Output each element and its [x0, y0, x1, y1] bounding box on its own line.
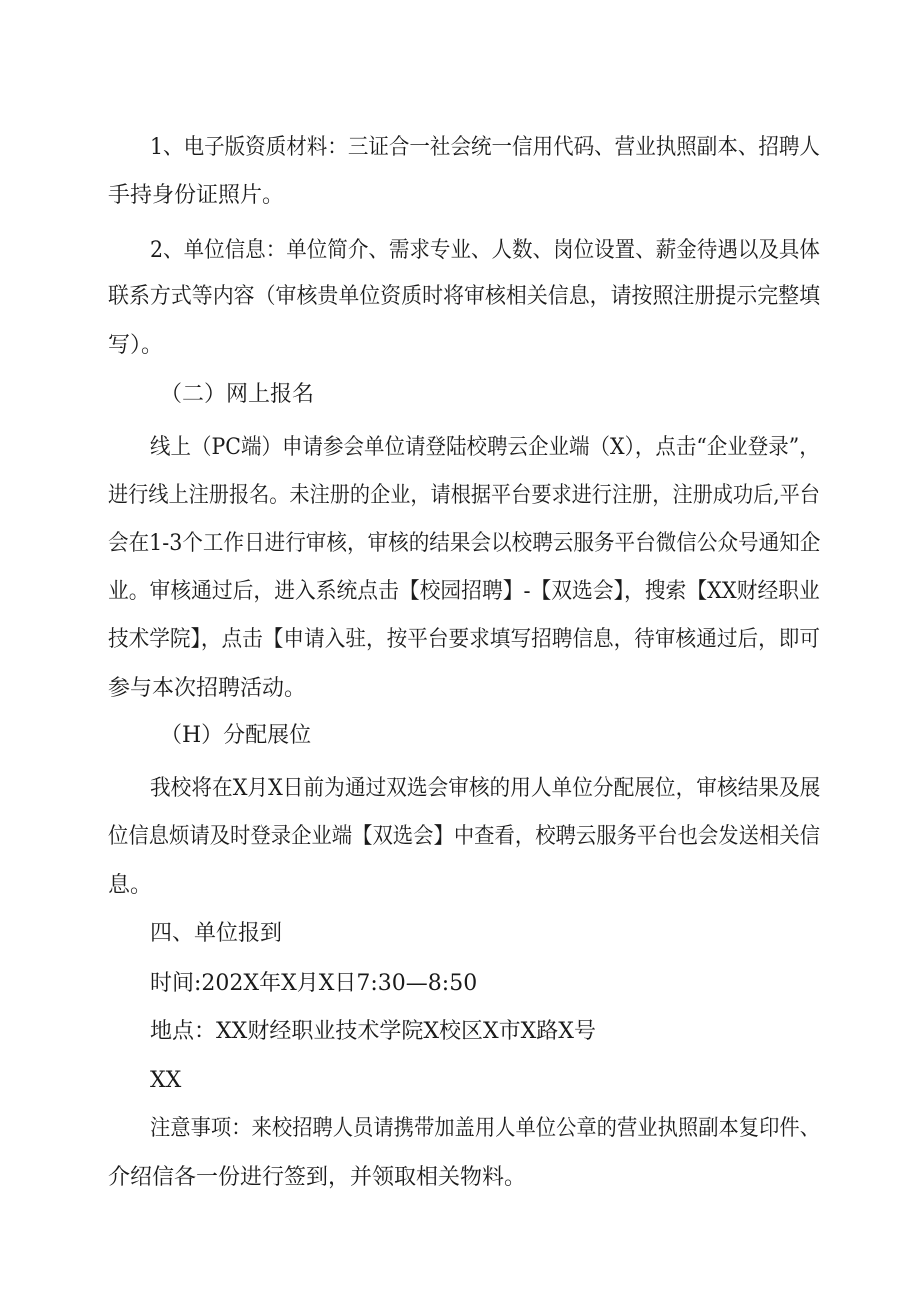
- text-line: 介绍信各一份进行签到，并领取相关物料。: [108, 1165, 527, 1190]
- text-line: 息。: [108, 873, 153, 898]
- text-line: 写）。: [108, 333, 164, 358]
- text-line: XX: [150, 1068, 182, 1093]
- text-line: 时间:202X年X月X日7:30—8:50: [150, 971, 478, 996]
- text-line: 业。审核通过后，进入系统点击【校园招聘】-【双选会】，搜索【XX财经职业: [108, 579, 820, 604]
- text-line: 联系方式等内容（审核贵单位资质时将审核相关信息，请按照注册提示完整填: [108, 284, 821, 309]
- text-line: 我校将在X月X日前为通过双选会审核的用人单位分配展位，审核结果及展: [150, 776, 821, 801]
- heading-text: （二）网上报名: [160, 382, 315, 407]
- text-line: 线上（PC端）申请参会单位请登陆校聘云企业端（X），点击“企业登录”，: [150, 435, 820, 460]
- text-line: 参与本次招聘活动。: [108, 676, 307, 701]
- text-line: 地点：XX财经职业技术学院X校区X市X路X号: [150, 1019, 596, 1044]
- heading-text: （H）分配展位: [160, 723, 312, 748]
- text-line: 会在1-3个工作日进行审核，审核的结果会以校聘云服务平台微信公众号通知企: [108, 531, 821, 556]
- text-line: 1、电子版资质材料：三证合一社会统一信用代码、营业执照副本、招聘人: [150, 135, 820, 160]
- heading-text: 四、单位报到: [150, 921, 283, 946]
- text-line: 进行线上注册报名。未注册的企业，请根据平台要求进行注册，注册成功后,平台: [108, 483, 820, 508]
- text-line: 手持身份证照片。: [108, 183, 285, 208]
- text-line: 技术学院】，点击【申请入驻，按平台要求填写招聘信息，待审核通过后，即可: [108, 627, 821, 652]
- text-line: 位信息烦请及时登录企业端【双选会】中查看，校聘云服务平台也会发送相关信: [108, 824, 821, 849]
- text-line: 注意事项：来校招聘人员请携带加盖用人单位公章的营业执照副本复印件、: [150, 1116, 821, 1141]
- text-line: 2、单位信息：单位简介、需求专业、人数、岗位设置、薪金待遇以及具体: [150, 238, 820, 263]
